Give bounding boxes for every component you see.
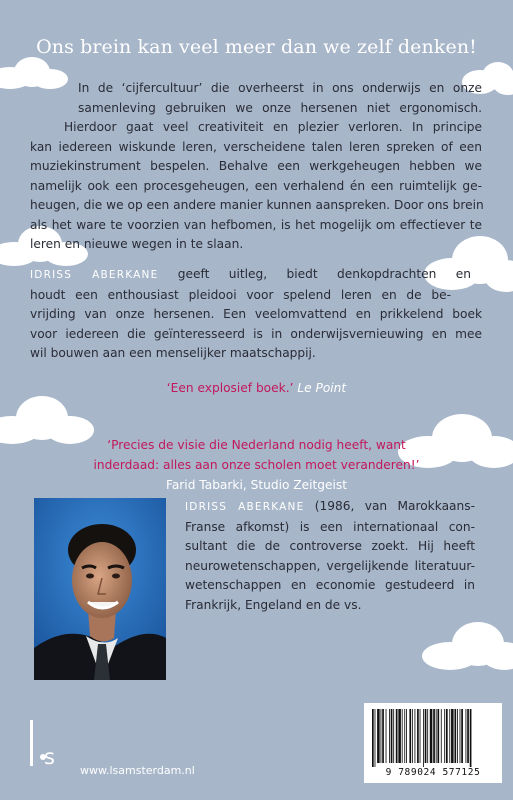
text-line: neurowetenschappen, vergelijkende literatuur-: [185, 558, 475, 573]
barcode-bar: [466, 709, 467, 763]
barcode-bar: [382, 709, 384, 763]
publisher-website: www.lsamsterdam.nl: [80, 764, 195, 777]
text-line: namelijk ook een procesgeheugen, een verhalend én een ruimtelijk ge-: [30, 178, 482, 193]
text-line: wil bouwen aan een menselijker maatschappij.: [30, 346, 316, 360]
barcode-bar: [461, 709, 463, 763]
barcode-bar: [404, 709, 405, 763]
logo-letter: s: [44, 745, 55, 769]
text-line: IDRISS ABERKANE (1986, van Marokkaans-: [185, 499, 475, 513]
barcode-bar: [415, 709, 416, 763]
barcode-bar: [444, 709, 445, 763]
isbn-barcode: [364, 703, 502, 783]
text-line: muziekinstrument bespelen. Behalve een werkgeheugen hebben we: [30, 159, 482, 173]
text-line: voor iedereen die geïnteresseerd is in onderwijsvernieuwing en mee: [30, 326, 482, 341]
barcode-bar: [386, 709, 387, 763]
barcode-bar: [437, 709, 439, 763]
text-line: heugen, die we op een andere manier kunnen aanspreken. Door ons brein: [30, 198, 484, 212]
logo-bar: [30, 720, 33, 766]
barcode-bar: [427, 709, 428, 763]
author-name: IDRISS ABERKANE: [30, 269, 159, 281]
text-line: IDRISS ABERKANE geeft uitleg, biedt denkopdrachten en: [30, 267, 471, 281]
quote-text: ‘Een explosief boek.’: [166, 381, 294, 395]
barcode-bar: [398, 709, 401, 763]
text-line: kan iedereen wiskunde leren, verscheidene talen leren spreken of een: [30, 139, 482, 154]
intro-paragraph: [64, 118, 482, 138]
barcode-bar: [389, 709, 390, 763]
barcode-bar: [391, 709, 393, 763]
barcode-bar: [446, 709, 448, 763]
barcode-bar: [409, 709, 411, 763]
publisher-logo: [28, 718, 68, 778]
quote-text: inderdaad: alles aan onze scholen moet veranderen!’: [93, 458, 420, 472]
press-quote-1: [0, 381, 513, 395]
quote-source: Le Point: [297, 381, 347, 395]
text-line: als het ware te voorzien van hefbomen, is het mogelijk om effectiever te: [30, 217, 482, 232]
text-line: Hierdoor gaat veel creativiteit en plezier verloren. In principe: [64, 120, 482, 134]
barcode-bar: [467, 709, 469, 763]
barcode-bars: [368, 707, 498, 767]
barcode-bar: [381, 709, 382, 763]
barcode-bar: [420, 709, 421, 763]
barcode-bar: [449, 709, 450, 763]
author-portrait: [34, 498, 166, 680]
intro-paragraph: [78, 79, 482, 99]
description-paragraph: [30, 265, 482, 364]
barcode-bar: [460, 709, 461, 763]
press-quote-2: [0, 435, 513, 495]
text-line: samenleving gebruiken we onze hersenen niet ergonomisch.: [78, 100, 482, 115]
intro-paragraph: [78, 99, 482, 119]
quote-text: ‘Precies de visie die Nederland nodig heeft, want: [107, 438, 406, 452]
barcode-bar: [377, 709, 380, 763]
barcode-bar: [470, 709, 472, 767]
barcode-bar: [423, 709, 424, 767]
barcode-bar: [454, 709, 456, 763]
barcode-bar: [372, 709, 374, 767]
text-line: In de ‘cijfercultuur’ die overheerst in ons onderwijs en onze: [78, 81, 482, 95]
barcode-bar: [436, 709, 437, 763]
barcode-bar: [396, 709, 398, 763]
text-line: leren en nieuwe wegen in te slaan.: [30, 237, 244, 251]
intro-paragraph: [30, 138, 482, 255]
author-name: IDRISS ABERKANE: [185, 501, 305, 513]
author-bio: [185, 497, 475, 615]
text-line: Frankrijk, Engeland en de vs.: [185, 597, 362, 612]
barcode-bar: [412, 709, 413, 763]
text-line: vrijding van onze hersenen. Een veelomvattend en prikkelend boek: [30, 307, 482, 321]
text-line: sultant die de controverse zoekt. Hij heeft: [185, 539, 475, 553]
isbn-number: 9 789024 577125: [385, 767, 481, 778]
barcode-bar: [393, 709, 394, 763]
barcode-bar: [402, 709, 403, 763]
barcode-bar: [375, 709, 376, 767]
barcode-bar: [457, 709, 458, 763]
barcode-bar: [441, 709, 442, 763]
cloud-decoration: [422, 618, 513, 674]
barcode-bar: [433, 709, 435, 763]
text-line: wetenschappen en economie gestudeerd in: [185, 578, 475, 592]
barcode-bar: [417, 709, 419, 763]
text-line: Franse afkomst) is een internationaal con-: [185, 519, 475, 534]
barcode-bar: [406, 709, 407, 763]
headline: Ons brein kan veel meer dan we zelf denken!: [36, 36, 477, 58]
barcode-bar: [430, 709, 433, 763]
barcode-bar: [425, 709, 427, 763]
text-line: houdt een enthousiast pleidooi voor spelend leren en de be-: [30, 287, 451, 302]
quote-attribution: Farid Tabarki, Studio Zeitgeist: [165, 478, 348, 492]
barcode-bar: [451, 709, 454, 763]
